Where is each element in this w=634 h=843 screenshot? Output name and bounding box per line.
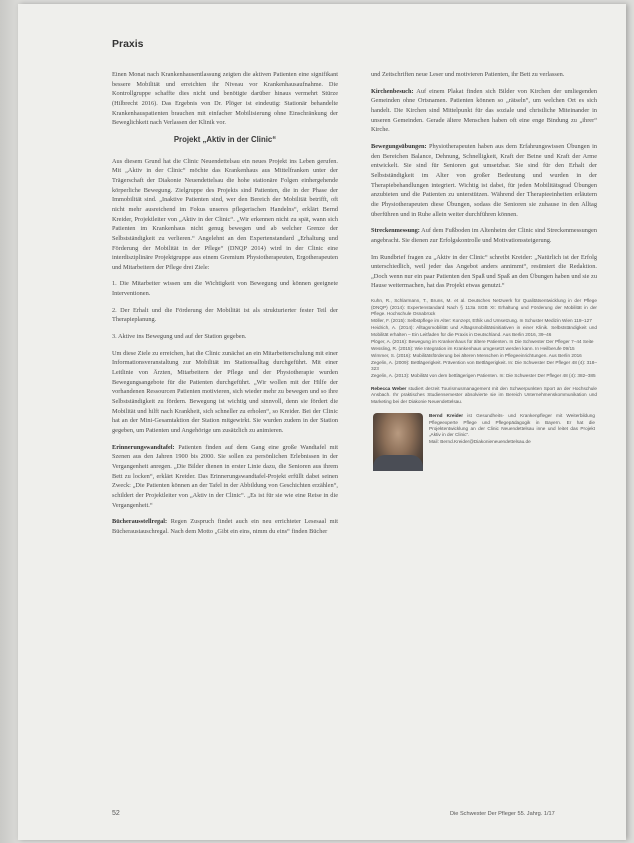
page-edge-shadow	[0, 0, 20, 843]
page-number: 52	[112, 810, 120, 817]
book-shelf-lead: Bücherausstellregal:	[112, 518, 168, 526]
reference-item: Kuhn, R., Schlarmann, T., Bruns, M. et al. Deutsches Netzwerk für Qualitätsentwicklung in der Pflege (DNQP) (2014): Expertenstandard Nach § 113a SGB XI: Erhaltung und Förderung der Mobilität in der Pflege. Hochschule Osnabrück	[371, 298, 597, 317]
goal-item-3: 3. Aktive ins Bewegung und auf der Station gegeben.	[112, 333, 247, 341]
distance-paragraph	[371, 226, 597, 245]
church-text: Auf einem Plakat finden sich Bilder von Kirchen der umliegenden Gemeinden ohne Ortsnamen. Patienten können so „rätseln“, um welchen Ort es sich handelt. Die Kirchen sind Mittelpunkt für das soziale und christliche Miteinander in unseren Gemeinden. Gerade ältere Menschen haben oft eine enge Bindung zu „ihrer“ Kirche.	[371, 87, 597, 134]
church-lead: Kirchenbesuch:	[371, 87, 414, 95]
church-paragraph	[371, 87, 597, 135]
goal-list	[112, 279, 338, 341]
book-shelf-paragraph	[112, 517, 338, 536]
goal-item-2: 2. Der Erhalt und die Förderung der Mobilität ist als strukturierter fester Teil der Therapieplanung.	[112, 306, 338, 324]
exercise-paragraph	[371, 142, 597, 219]
memory-wall-text: Patienten finden auf dem Gang eine große Wandtafel mit Szenen aus den Jahren 1900 bis 2000. Sie sollen zu persönlichen Erlebnissen in der Vergangenheit anregen. „Die Bilder dienen in erster Linie dazu, die Senioren aus ihrem Bett zu locken“, erklärt Kreider. Das Erinnerungswandtafel-Projekt erfüllt dabei seinen Zweck: „Die Patienten können an der Tafel in der Abbildung von Geschichten erzählen“, schildert der Projektleiter von „Aktiv in der Clinic“. „Es ist für sie wie eine Reise in die Vergangenheit.“	[112, 443, 338, 509]
conclusion-paragraph: Im Rundbrief fragen zu „Aktiv in der Clinic“ schreibt Kreider: „Natürlich ist der Erfolg unterschiedlich, weil jeder das Angebot anders annimmt“, resümiert die Redaktion. „Doch wenn nur ein paar Patienten den Spaß und Spaß an den Übungen haben und sie zu Hause weitermachen, hat das Projekt etwas genutzt.“	[371, 253, 597, 290]
author-bio-2	[371, 411, 597, 473]
author-1-bio: studiert derzeit Tourismusmanagement mit den Schwerpunkten Sport an der Hochschule Ansbach. Ihr praktisches Studiensemester absolvierte sie im Bereich Unternehmenskommunikation und Marketing bei der Diakonie Neuendettelsau.	[371, 385, 597, 404]
author-2-text	[429, 413, 595, 445]
reference-item: Wessling, R. (2015): Wie Integration im Krankenhaus umgesetzt werden kann. In Heilberufe 09/15	[371, 345, 575, 351]
author-2-email: Mail: Bernd.Kreider@Diakonieneuendettelsau.de	[429, 438, 531, 444]
reference-item: Wimmer, S. (2016): Mobilitätsförderung bei älteren Menschen in Pflegeeinrichtungen. Aus Berlin 2016	[371, 352, 582, 358]
book-shelf-text: Regen Zuspruch findet auch ein neu errichteter Lesesaal mit Bücheraustauschregal. Nach dem Motto „Gibt ein eins, nimm du eins“ finden Bücher	[112, 518, 339, 535]
body-paragraph-2: Um diese Ziele zu erreichen, hat die Clinic zunächst an ein Mitarbeiterschulung mit einer Informationsveranstaltung zur Mobilität im Stationsalltag durchgeführt. Mit einer Leitlinie von Ärzten, Mitarbeitern der Pflege und der Physiotherapie wurden Bewegungsangebote für die Patienten durchgeführt. „Wir wollen mit der Hilfe der vorhandenen Ressourcen Patienten motivieren, sich wieder mehr zu bewegen und so ihre Selbstständigkeit zu fördern. Bewegung ist wichtig und sinnvoll, denn sie fördert die Mobilität und hilft nach Krankheit, sich schneller zu erholen“, so Kreider. Bei der Clinic hat an der Mini-Gesamtaktion der Station mitgewirkt. Sie wurden zudem in der Station gegeben, um Patienten und Angehörige um zusätzlich zu animieren.	[112, 349, 338, 434]
author-2-bio: ist Gesundheits- und Krankenpfleger mit Weiterbildung Pflegeexperte Pflege und Pflegepädagogik in Bayern. Er hat die Projektentwicklung an der Clinic Neuendettelsau inne und leitet das Projekt „Aktiv in der Clinic“.	[429, 413, 595, 438]
reference-item: Zegelin, A. (2013): Mobilität von dem bettlägerigen Patienten. In: Die Schwester Der Pfleger 48 (4): 382–385	[371, 373, 596, 379]
distance-text: Auf dem Fußboden im Altenheim der Clinic sind Streckenmessungen angebracht. Sie dienen zur Erfolgskontrolle und Motivationssteigerung.	[371, 227, 597, 244]
right-column	[371, 70, 597, 473]
author-photo-shirt	[373, 455, 423, 471]
body-paragraph-1: Aus diesem Grund hat die Clinic Neuendettelsau ein neues Projekt ins Leben gerufen. Mit „Aktiv in der Clinic“ möchte das Krankenhaus aus Mittelfranken unter der Trägerschaft der Diakonie Neuendettelsau die hohe stationäre Folgen einhergehende körperliche Bewegung. Zielgruppe des Projekts sind Patienten, die in der Phase der Immobilität sind. „Inaktive Patienten sind, wer den Bereich der Mobilität betrifft, oft nicht mehr ausreichend im Fokus unseres pflegerischen Handelns“, erklärt Bernd Kreider, Projektleiter von „Aktiv in der Clinic“. „Wir erkennen nicht zu spät, wann sich Patienten im Krankenhaus nicht genug bewegen und ab welcher Grenze der Selbstständigkeit zu verlieren.“ Angelehnt an den Expertenstandard „Erhaltung und Förderung der Mobilität in der Pflege“ (DNQP 2014) wird in der Clinic eine interdisziplinäre Projektgruppe aus einem Gremium Physiotherapeuten, Ergotherapeuten und Mitarbeitern der Pflege drei Ziele:	[112, 157, 338, 271]
journal-footer: Die Schwester Der Pfleger 55. Jahrg. 1/17	[450, 811, 555, 817]
author-2-name: Bernd Kreider	[429, 413, 464, 419]
reference-item: Möller, F. (2015): Selbstpflege im Alter: Konzept, Ethik und Umsetzung. In Schuster Medizin Wien 118–127	[371, 318, 592, 324]
memory-wall-lead: Erinnerungswandtafel:	[112, 443, 175, 451]
left-column	[112, 70, 338, 544]
section-header: Praxis	[112, 38, 144, 50]
reference-list	[371, 298, 597, 380]
project-heading: Projekt „Aktiv in der Clinic“	[173, 134, 277, 144]
exercise-text: Physiotherapeuten haben aus dem Erfahrungswissen Übungen in den Bereichen Balance, Dehnung, Schnelligkeit, Kraft der Beine und Kraft der Arme entwickelt. Sie sind für Senioren gut umsetzbar. Sie sind für den Erhalt der Selbstständigkeit im Alter von großer Bedeutung und wurden in der Therapiebehandlungen integriert. Wichtig ist dabei, für jeden Mobilitätsgrad Übungen anzubieten und die Patienten zu unterstützen. Während der Therapieeinheiten erläutern die Physiotherapeuten diese Übungen, sodass die Senioren sie zuhause in den Alltag überführen und in Ruhe allein weiter durchführen können.	[371, 142, 597, 218]
author-1-name: Rebecca Weber	[371, 385, 407, 391]
memory-wall-paragraph	[112, 443, 338, 511]
exercise-lead: Bewegungsübungen:	[371, 142, 427, 150]
distance-lead: Streckenmessung:	[371, 227, 420, 235]
reference-item: Plöger, A. (2016): Bewegung im Krankenhaus für ältere Patienten. In Die Schwester Der Pfleger 7–44 Seite	[371, 338, 594, 344]
goal-item-1: 1. Die Mitarbeiter wissen um die Wichtigkeit von Bewegung und können geeignete Interventionen.	[112, 280, 338, 298]
reference-item: Heidrich, A. (2014): Alltagsmobilität und Alltagsmobilitätsinitiativen in einer Klinik. Selbstständigkeit und Mobilität erhalten – Ein Leitfaden für die Praxis in Deutschland. Aus Berlin 2016, 39–46	[371, 325, 597, 337]
intro-paragraph: Einen Monat nach Krankenhausentlassung zeigten die aktiven Patienten eine signifikant bessere Mobilität und erreichten ihr Niveau vor Krankenhausaufnahme. Die Kontrollgruppe schaffte dies nicht und benötigte darüber hinaus vermehrt Stürze (Hilbrecht 2016). Das Ergebnis von Dr. Plöger ist eindeutig: Stationär behandelte Krankenhauspatienten brauchen mit einfacher Mobilisierung ohne Einschränkung der Beweglichkeit nach Verlassen der Klinik vor.	[112, 71, 338, 127]
author-bio-1	[371, 386, 597, 406]
reference-item: Zegelin, A. (2009): Bettlägerigkeit. Prävention von Bettlägerigkeit. In: Die Schwester Der Pfleger 48 (4): 318–323	[371, 359, 597, 372]
continued-paragraph: und Zeitschriften neue Leser und motivieren Patienten, ihr Bett zu verlassen.	[371, 71, 565, 78]
